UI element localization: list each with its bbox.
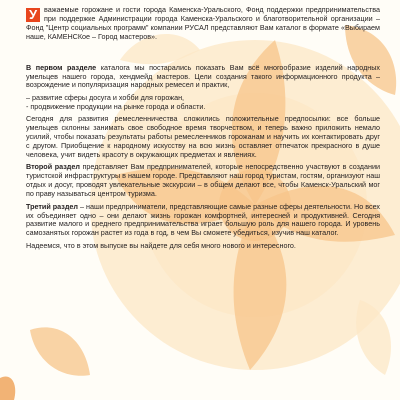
intro-text: важаемые горожане и гости города Каменска-Уральского, Фонд поддержки предпринимательства при поддержке Администрации города Каменска-Уральского и благотворительной организации – Фонд "Центр социальных программ" компании РУСАЛ представляют Вам каталог в формате «Выбираем наше, КАМЕНСКое – Город мастеров». — [26, 5, 380, 41]
section1-paragraph-2: Сегодня для развития ремесленничества сложились положительные предпосылки: все больше умельцев склонны занимать свое свободное время творчеством, и теперь важно приложить немало усилий, чтобы показать результаты работы ремесленников горожанам и научить их контактировать друг с другом. Приобщение к народному искусству на всю жизнь оставляет отпечаток прекрасного в душе человека, учит видеть красоту в окружающих предметах и явлениях. — [26, 114, 380, 159]
list-item: – развитие сферы досуга и хобби для горожан, — [26, 92, 185, 102]
ornament-swirl — [356, 300, 391, 375]
section3-text: – наши предприниматели, представляющие самые разные сферы деятельности. Но всех их объединяет одно – они делают жизнь горожан комфортней, интересней и продуктивней. Сегодня развитие малого и среднего предпринимательства играет большую роль для нашего города. И уровень самозанятых горожан растет из года в год, в чем Вы сможете убедиться, изучив наш каталог. — [26, 201, 380, 238]
section1-paragraph — [26, 64, 380, 91]
closing-paragraph: Надеемся, что в этом выпуске вы найдете для себя много нового и интересного. — [26, 240, 296, 250]
list-item: - продвижение продукции на рынке города и области. — [26, 101, 206, 111]
intro-paragraph — [26, 6, 380, 60]
section2-heading: Второй раздел — [26, 162, 80, 172]
ornament-leaf — [30, 327, 90, 375]
section1-goals-list — [26, 94, 380, 112]
section2-text: представляет Вам предпринимателей, которые непосредственно участвуют в создании туристской инфраструктуры в нашем городе. Представляют наш город туристам, гостям, организуют наш отдых и досуг, проводят увлекательные экскурсии – в общем делают все, чтобы Каменск-Уральский мог по праву называться центром туризма. — [26, 162, 380, 199]
section3-heading: Третий раздел — [26, 201, 78, 211]
section1-text: каталога мы постарались показать Вам всё многообразие изделий народных умельцев нашего города, хендмейд мастеров. Цели создания такого информационного продукта – возрождение и популяризация народных ремесел и практик, — [26, 62, 380, 90]
section1-heading: В первом разделе — [26, 62, 97, 72]
corner-ornament — [0, 377, 15, 400]
page-content — [26, 6, 380, 254]
section3-paragraph — [26, 203, 380, 239]
drop-cap: У — [26, 8, 40, 22]
section2-paragraph — [26, 163, 380, 199]
